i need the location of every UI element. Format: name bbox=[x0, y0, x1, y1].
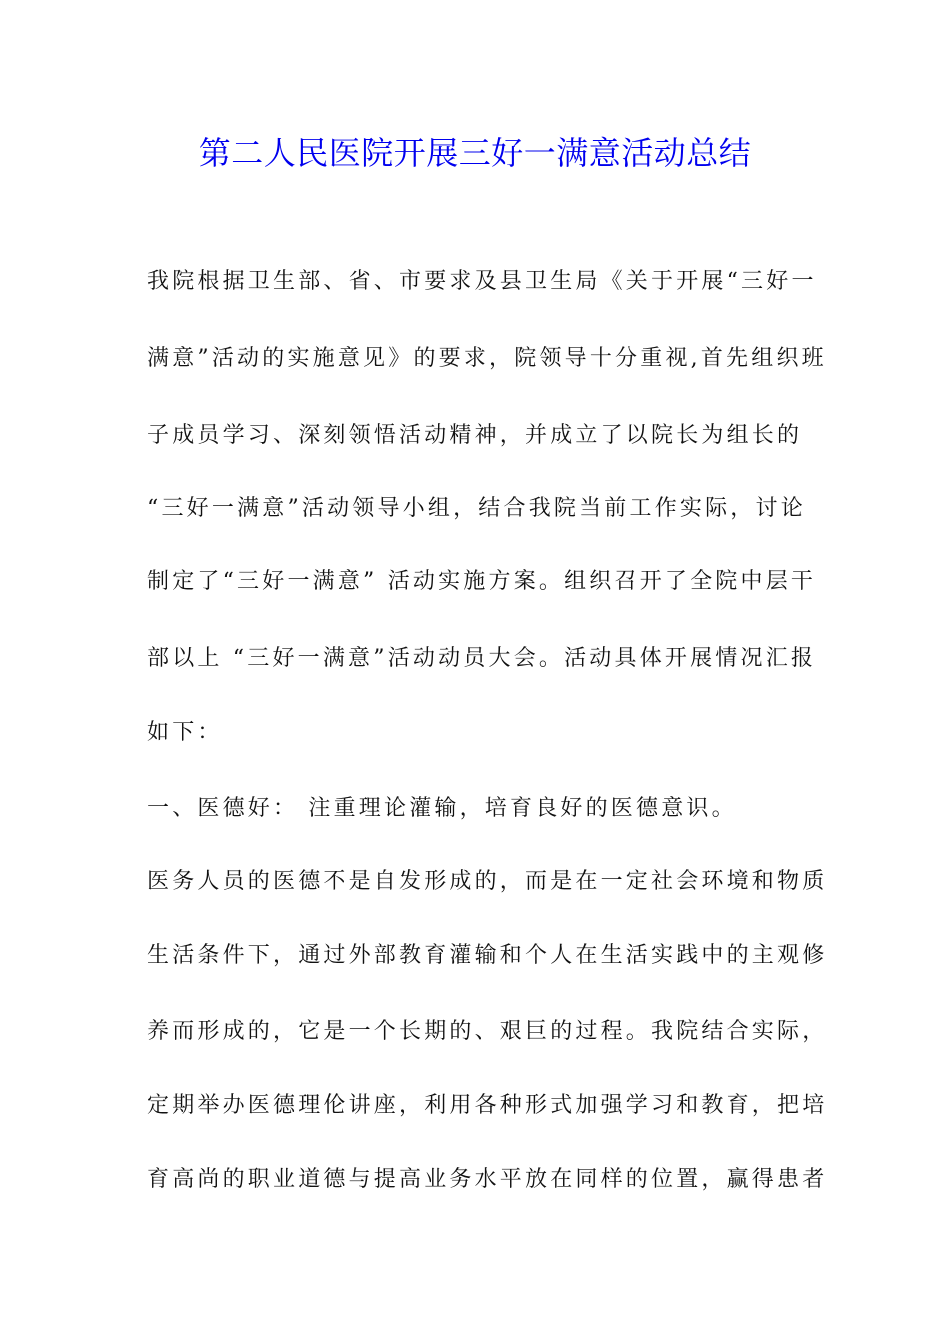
body-line-7: 如下： bbox=[147, 720, 223, 745]
body-line-11: 养而形成的，它是一个长期的、艰巨的过程。我院结合实际， bbox=[147, 1019, 828, 1044]
body-line-6: 部以上 “三好一满意”活动动员大会。活动具体开展情况汇报 bbox=[147, 646, 817, 671]
body-line-10: 生活条件下，通过外部教育灌输和个人在生活实践中的主观修 bbox=[147, 943, 828, 968]
body-line-3: 子成员学习、深刻领悟活动精神，并成立了以院长为组长的 bbox=[147, 423, 803, 448]
body-line-13: 育高尚的职业道德与提高业务水平放在同样的位置，赢得患者 bbox=[147, 1167, 828, 1192]
document-title: 第二人民医院开展三好一满意活动总结 bbox=[198, 134, 752, 172]
body-line-5: 制定了“三好一满意” 活动实施方案。组织召开了全院中层干 bbox=[147, 569, 817, 594]
body-line-2: 满意”活动的实施意见》的要求，院领导十分重视,首先组织班 bbox=[147, 346, 827, 371]
body-line-4: “三好一满意”活动领导小组，结合我院当前工作实际，讨论 bbox=[147, 496, 806, 521]
body-line-1: 我院根据卫生部、省、市要求及县卫生局《关于开展“三好一 bbox=[147, 269, 817, 294]
body-line-9: 医务人员的医德不是自发形成的，而是在一定社会环境和物质 bbox=[147, 869, 828, 894]
body-line-12: 定期举办医德理伦讲座，利用各种形式加强学习和教育，把培 bbox=[147, 1093, 828, 1118]
section-heading-1: 一、医德好： 注重理论灌输，培育良好的医德意识。 bbox=[147, 796, 737, 821]
